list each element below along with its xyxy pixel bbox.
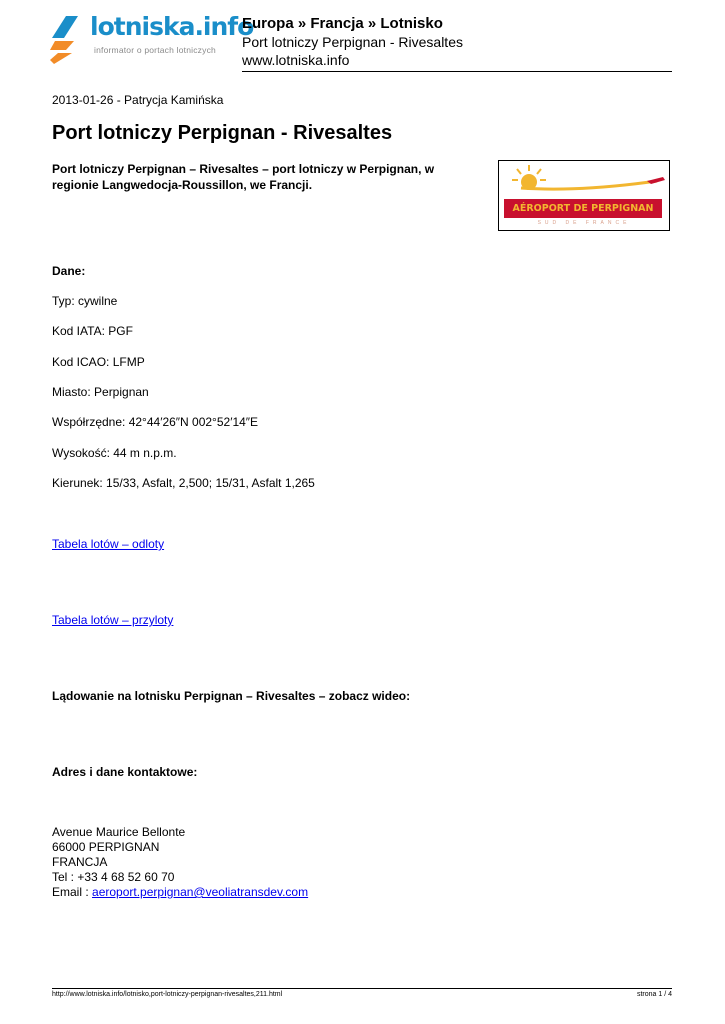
header-divider <box>242 71 672 72</box>
departures-link[interactable]: Tabela lotów – odloty <box>52 537 165 551</box>
article-meta: 2013-01-26 - Patrycja Kamińska <box>52 93 224 107</box>
contact-email-row <box>52 885 308 900</box>
footer-divider <box>52 988 672 989</box>
address-postal: 66000 PERPIGNAN <box>52 840 160 854</box>
detail-city: Miasto: Perpignan <box>52 385 149 399</box>
sun-plane-icon <box>499 161 669 201</box>
airport-logo-image <box>498 160 670 231</box>
contact-address <box>52 825 308 900</box>
arrivals-link[interactable]: Tabela lotów – przyloty <box>52 613 174 627</box>
email-link[interactable]: aeroport.perpignan@veoliatransdev.com <box>92 885 309 899</box>
header-subtitle: Port lotniczy Perpignan - Rivesaltes <box>242 34 463 50</box>
contact-phone: Tel : +33 4 68 52 60 70 <box>52 870 175 884</box>
logo-title: lotniska.info <box>90 12 254 41</box>
airport-logo-text: AÉROPORT DE PERPIGNAN <box>504 199 662 218</box>
detail-runways: Kierunek: 15/33, Asfalt, 2,500; 15/31, Asfalt 1,265 <box>52 476 315 490</box>
logo-subtitle: informator o portach lotniczych <box>94 45 216 55</box>
page-header <box>0 0 725 75</box>
header-text <box>242 15 463 69</box>
page-number: strona 1 / 4 <box>636 991 672 998</box>
detail-iata: Kod IATA: PGF <box>52 324 133 338</box>
site-logo[interactable] <box>50 12 254 64</box>
detail-elevation: Wysokość: 44 m n.p.m. <box>52 446 177 460</box>
plane-logo-icon <box>50 14 90 64</box>
page-title: Port lotniczy Perpignan - Rivesaltes <box>52 122 393 144</box>
address-country: FRANCJA <box>52 855 108 869</box>
header-site: www.lotniska.info <box>242 52 350 68</box>
email-label: Email : <box>52 885 93 899</box>
detail-type: Typ: cywilne <box>52 294 118 308</box>
airport-logo-subtext: SUD DE FRANCE <box>537 220 631 226</box>
breadcrumb: Europa » Francja » Lotnisko <box>242 15 443 32</box>
lead-paragraph: Port lotniczy Perpignan – Rivesaltes – port lotniczy w Perpignan, w regionie Langwedocja-Roussillon, we Francji. <box>52 162 435 192</box>
footer-url: http://www.lotniska.info/lotnisko,port-lotniczy-perpignan-rivesaltes,211.html <box>52 991 283 998</box>
contact-heading: Adres i dane kontaktowe: <box>52 765 198 779</box>
detail-coordinates: Współrzędne: 42°44′26″N 002°52′14″E <box>52 415 259 429</box>
address-street: Avenue Maurice Bellonte <box>52 825 186 839</box>
video-heading: Lądowanie na lotnisku Perpignan – Rivesaltes – zobacz wideo: <box>52 689 411 703</box>
detail-icao: Kod ICAO: LFMP <box>52 355 145 369</box>
details-heading: Dane: <box>52 264 86 278</box>
